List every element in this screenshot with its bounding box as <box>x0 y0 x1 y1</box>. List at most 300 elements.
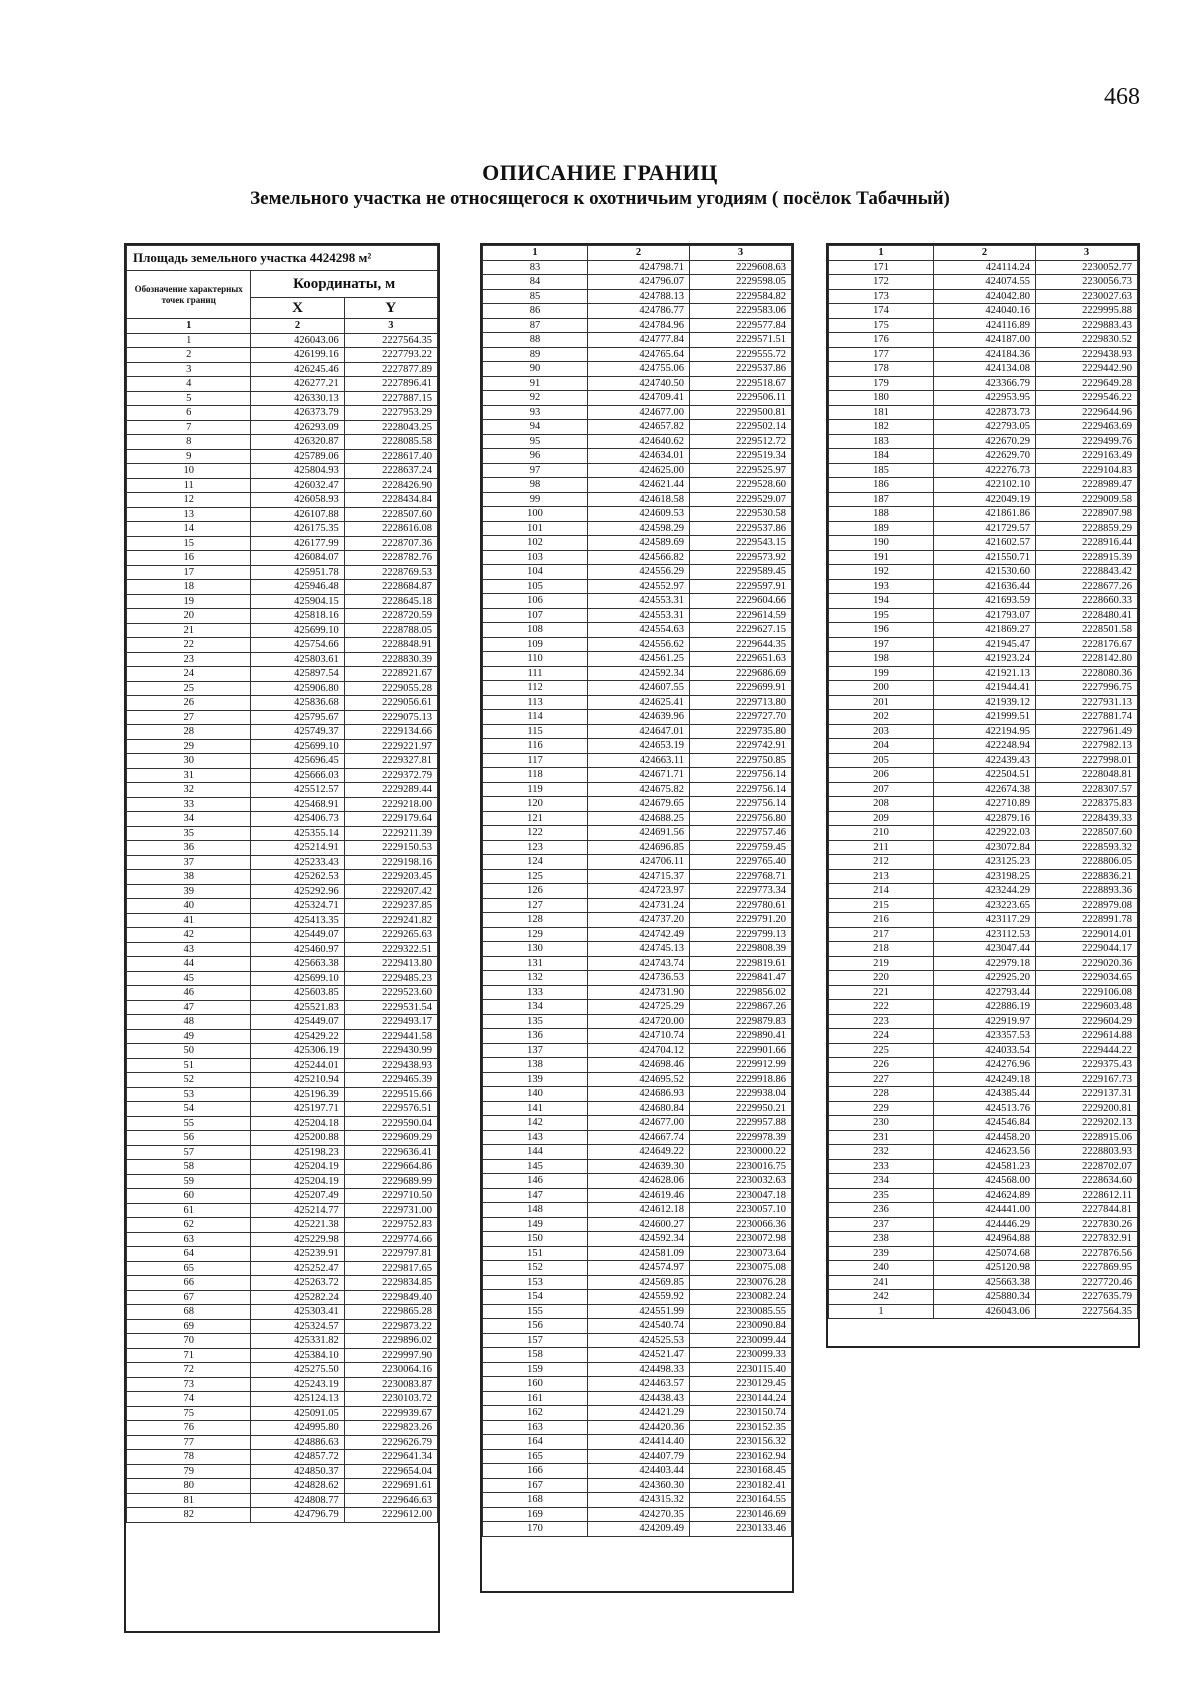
table-row <box>483 826 792 841</box>
x-coordinate: 424653.19 <box>588 739 690 754</box>
table-row <box>829 391 1138 406</box>
point-number: 114 <box>483 710 588 725</box>
table-row <box>483 652 792 667</box>
table-row <box>483 1087 792 1102</box>
y-coordinate: 2229752.83 <box>344 1218 437 1233</box>
point-number: 104 <box>483 565 588 580</box>
x-coordinate: 425449.07 <box>251 1015 344 1030</box>
y-coordinate: 2229583.06 <box>690 304 792 319</box>
x-coordinate: 426084.07 <box>251 551 344 566</box>
point-number: 234 <box>829 1174 934 1189</box>
y-coordinate: 2229179.64 <box>344 812 437 827</box>
y-coordinate: 2228893.36 <box>1036 884 1138 899</box>
table-row <box>829 753 1138 768</box>
point-number: 173 <box>829 289 934 304</box>
y-coordinate: 2230032.63 <box>690 1174 792 1189</box>
point-number: 192 <box>829 565 934 580</box>
table-row <box>127 493 438 508</box>
point-number: 3 <box>127 362 251 377</box>
table-row <box>829 1232 1138 1247</box>
x-coordinate: 425262.53 <box>251 870 344 885</box>
point-number: 1 <box>127 333 251 348</box>
column-number: 1 <box>829 246 934 261</box>
y-coordinate: 2229627.15 <box>690 623 792 638</box>
x-coordinate: 425120.98 <box>934 1261 1036 1276</box>
x-coordinate: 424698.46 <box>588 1058 690 1073</box>
table-row <box>483 724 792 739</box>
table-row <box>829 1043 1138 1058</box>
point-number: 227 <box>829 1072 934 1087</box>
y-coordinate: 2229604.66 <box>690 594 792 609</box>
y-coordinate: 2229823.26 <box>344 1421 437 1436</box>
x-coordinate: 424414.40 <box>588 1435 690 1450</box>
y-coordinate: 2228637.24 <box>344 464 437 479</box>
table-row <box>483 1188 792 1203</box>
table-row <box>829 1000 1138 1015</box>
x-coordinate: 424649.22 <box>588 1145 690 1160</box>
x-coordinate: 424042.80 <box>934 289 1036 304</box>
x-coordinate: 424598.29 <box>588 521 690 536</box>
point-number: 177 <box>829 347 934 362</box>
table-row <box>127 565 438 580</box>
point-number: 143 <box>483 1130 588 1145</box>
table-row <box>483 1522 792 1537</box>
coords-table <box>828 245 1138 1319</box>
x-coordinate: 425355.14 <box>251 826 344 841</box>
point-number: 36 <box>127 841 251 856</box>
point-number: 21 <box>127 623 251 638</box>
table-row <box>127 652 438 667</box>
point-number: 49 <box>127 1029 251 1044</box>
y-coordinate: 2227793.22 <box>344 348 437 363</box>
table-row <box>127 478 438 493</box>
point-number: 237 <box>829 1217 934 1232</box>
table-row <box>829 724 1138 739</box>
y-coordinate: 2229241.82 <box>344 913 437 928</box>
y-coordinate: 2228480.41 <box>1036 608 1138 623</box>
x-coordinate: 424040.16 <box>934 304 1036 319</box>
y-coordinate: 2228434.84 <box>344 493 437 508</box>
point-number: 17 <box>127 565 251 580</box>
y-coordinate: 2229237.85 <box>344 899 437 914</box>
y-coordinate: 2228979.08 <box>1036 898 1138 913</box>
point-number: 90 <box>483 362 588 377</box>
table-row <box>829 884 1138 899</box>
table-row <box>127 1464 438 1479</box>
y-coordinate: 2229731.00 <box>344 1203 437 1218</box>
x-coordinate: 426107.88 <box>251 507 344 522</box>
point-number: 194 <box>829 594 934 609</box>
x-coordinate: 424647.01 <box>588 724 690 739</box>
table-row <box>127 464 438 479</box>
y-coordinate: 2227996.75 <box>1036 681 1138 696</box>
table-row <box>127 710 438 725</box>
point-number: 52 <box>127 1073 251 1088</box>
y-coordinate: 2229221.97 <box>344 739 437 754</box>
y-coordinate: 2228916.44 <box>1036 536 1138 551</box>
y-coordinate: 2229555.72 <box>690 347 792 362</box>
x-coordinate: 425384.10 <box>251 1348 344 1363</box>
x-coordinate: 421550.71 <box>934 550 1036 565</box>
point-number: 6 <box>127 406 251 421</box>
point-number: 72 <box>127 1363 251 1378</box>
y-coordinate: 2228859.29 <box>1036 521 1138 536</box>
y-coordinate: 2229644.35 <box>690 637 792 652</box>
point-number: 54 <box>127 1102 251 1117</box>
x-coordinate: 423198.25 <box>934 869 1036 884</box>
y-coordinate: 2230052.77 <box>1036 260 1138 275</box>
y-coordinate: 2230103.72 <box>344 1392 437 1407</box>
y-coordinate: 2229465.39 <box>344 1073 437 1088</box>
point-number: 149 <box>483 1217 588 1232</box>
y-coordinate: 2229577.84 <box>690 318 792 333</box>
x-coordinate: 424709.41 <box>588 391 690 406</box>
x-coordinate: 425836.68 <box>251 696 344 711</box>
x-coordinate: 425906.80 <box>251 681 344 696</box>
point-number: 65 <box>127 1261 251 1276</box>
table-row <box>127 1348 438 1363</box>
y-coordinate: 2230099.33 <box>690 1348 792 1363</box>
y-coordinate: 2229664.86 <box>344 1160 437 1175</box>
table-row <box>127 797 438 812</box>
x-coordinate: 421944.41 <box>934 681 1036 696</box>
y-coordinate: 2227720.46 <box>1036 1275 1138 1290</box>
point-number: 181 <box>829 405 934 420</box>
y-coordinate: 2229699.91 <box>690 681 792 696</box>
table-row <box>127 1015 438 1030</box>
point-number: 43 <box>127 942 251 957</box>
x-coordinate: 424731.24 <box>588 898 690 913</box>
x-coordinate: 424688.25 <box>588 811 690 826</box>
y-coordinate: 2227998.01 <box>1036 753 1138 768</box>
y-coordinate: 2229938.04 <box>690 1087 792 1102</box>
point-number: 204 <box>829 739 934 754</box>
x-coordinate: 424498.33 <box>588 1362 690 1377</box>
x-coordinate: 424209.49 <box>588 1522 690 1537</box>
table-row <box>829 550 1138 565</box>
table-row <box>127 913 438 928</box>
y-coordinate: 2229529.07 <box>690 492 792 507</box>
y-coordinate: 2229765.40 <box>690 855 792 870</box>
table-row <box>127 551 438 566</box>
point-number: 139 <box>483 1072 588 1087</box>
x-coordinate: 424403.44 <box>588 1464 690 1479</box>
point-number: 4 <box>127 377 251 392</box>
table-row <box>829 1261 1138 1276</box>
y-coordinate: 2230073.64 <box>690 1246 792 1261</box>
table-row <box>127 594 438 609</box>
x-coordinate: 424618.58 <box>588 492 690 507</box>
column-number: 2 <box>251 319 344 334</box>
column-number: 2 <box>588 246 690 261</box>
x-coordinate: 421636.44 <box>934 579 1036 594</box>
x-coordinate: 423072.84 <box>934 840 1036 855</box>
point-number: 196 <box>829 623 934 638</box>
y-coordinate: 2229576.51 <box>344 1102 437 1117</box>
x-coordinate: 425754.66 <box>251 638 344 653</box>
point-number: 39 <box>127 884 251 899</box>
y-coordinate: 2229710.50 <box>344 1189 437 1204</box>
y-coordinate: 2229502.14 <box>690 420 792 435</box>
y-coordinate: 2230066.36 <box>690 1217 792 1232</box>
x-coordinate: 426199.16 <box>251 348 344 363</box>
x-coordinate: 422979.18 <box>934 956 1036 971</box>
point-number: 190 <box>829 536 934 551</box>
coords-label-header: Координаты, м <box>251 271 438 298</box>
table-row <box>829 1188 1138 1203</box>
table-row <box>127 609 438 624</box>
y-coordinate: 2227877.89 <box>344 362 437 377</box>
point-number: 163 <box>483 1420 588 1435</box>
point-number: 105 <box>483 579 588 594</box>
point-number: 82 <box>127 1508 251 1523</box>
column-number-row <box>829 246 1138 261</box>
y-coordinate: 2229799.13 <box>690 927 792 942</box>
table-row <box>829 449 1138 464</box>
y-coordinate: 2229609.29 <box>344 1131 437 1146</box>
x-coordinate: 425252.47 <box>251 1261 344 1276</box>
table-row <box>483 289 792 304</box>
x-coordinate: 425074.68 <box>934 1246 1036 1261</box>
y-coordinate: 2229444.22 <box>1036 1043 1138 1058</box>
point-number: 238 <box>829 1232 934 1247</box>
table-row <box>829 1058 1138 1073</box>
y-coordinate: 2228645.18 <box>344 594 437 609</box>
point-number: 134 <box>483 1000 588 1015</box>
table-row <box>829 521 1138 536</box>
y-coordinate: 2227982.13 <box>1036 739 1138 754</box>
point-number: 242 <box>829 1290 934 1305</box>
x-coordinate: 424736.53 <box>588 971 690 986</box>
y-coordinate: 2230162.94 <box>690 1449 792 1464</box>
table-row <box>483 608 792 623</box>
point-number: 174 <box>829 304 934 319</box>
y-coordinate: 2229523.60 <box>344 986 437 1001</box>
y-coordinate: 2227832.91 <box>1036 1232 1138 1247</box>
x-coordinate: 424561.25 <box>588 652 690 667</box>
point-number: 180 <box>829 391 934 406</box>
y-coordinate: 2229537.86 <box>690 521 792 536</box>
x-coordinate: 425449.07 <box>251 928 344 943</box>
point-number: 7 <box>127 420 251 435</box>
table-row <box>127 435 438 450</box>
point-number: 226 <box>829 1058 934 1073</box>
y-coordinate: 2229867.26 <box>690 1000 792 1015</box>
table-row <box>483 956 792 971</box>
x-coordinate: 425666.03 <box>251 768 344 783</box>
table-row <box>829 579 1138 594</box>
point-number: 216 <box>829 913 934 928</box>
x-coordinate: 425239.91 <box>251 1247 344 1262</box>
point-number: 176 <box>829 333 934 348</box>
x-coordinate: 425904.15 <box>251 594 344 609</box>
point-number: 27 <box>127 710 251 725</box>
point-number: 13 <box>127 507 251 522</box>
x-coordinate: 425951.78 <box>251 565 344 580</box>
y-coordinate: 2229034.65 <box>1036 971 1138 986</box>
point-number: 135 <box>483 1014 588 1029</box>
point-number: 102 <box>483 536 588 551</box>
x-coordinate: 424696.85 <box>588 840 690 855</box>
table-row <box>483 1319 792 1334</box>
point-number: 23 <box>127 652 251 667</box>
point-number: 178 <box>829 362 934 377</box>
point-number: 189 <box>829 521 934 536</box>
table-row <box>127 986 438 1001</box>
point-number: 44 <box>127 957 251 972</box>
y-coordinate: 2229056.61 <box>344 696 437 711</box>
y-coordinate: 2229104.83 <box>1036 463 1138 478</box>
x-coordinate: 424553.31 <box>588 594 690 609</box>
x-coordinate: 424385.44 <box>934 1087 1036 1102</box>
table-row <box>829 1029 1138 1044</box>
x-coordinate: 424553.31 <box>588 608 690 623</box>
x-coordinate: 425214.91 <box>251 841 344 856</box>
x-coordinate: 421945.47 <box>934 637 1036 652</box>
x-coordinate: 424566.82 <box>588 550 690 565</box>
point-number: 160 <box>483 1377 588 1392</box>
x-coordinate: 424074.55 <box>934 275 1036 290</box>
table-row <box>483 1043 792 1058</box>
table-row <box>829 971 1138 986</box>
table-row <box>127 971 438 986</box>
point-number: 88 <box>483 333 588 348</box>
point-number: 161 <box>483 1391 588 1406</box>
y-coordinate: 2229957.88 <box>690 1116 792 1131</box>
point-number: 121 <box>483 811 588 826</box>
point-number: 57 <box>127 1145 251 1160</box>
y-coordinate: 2228803.93 <box>1036 1145 1138 1160</box>
x-coordinate: 424116.89 <box>934 318 1036 333</box>
y-coordinate: 2229644.96 <box>1036 405 1138 420</box>
table-row <box>483 275 792 290</box>
point-number: 142 <box>483 1116 588 1131</box>
x-coordinate: 424360.30 <box>588 1478 690 1493</box>
point-number: 140 <box>483 1087 588 1102</box>
x-coordinate: 424964.88 <box>934 1232 1036 1247</box>
point-number: 239 <box>829 1246 934 1261</box>
x-coordinate: 424033.54 <box>934 1043 1036 1058</box>
table-row <box>483 1000 792 1015</box>
y-coordinate: 2229525.97 <box>690 463 792 478</box>
x-coordinate: 425204.19 <box>251 1174 344 1189</box>
table-row <box>829 826 1138 841</box>
x-coordinate: 424134.08 <box>934 362 1036 377</box>
table-row <box>483 695 792 710</box>
y-coordinate: 2229198.16 <box>344 855 437 870</box>
y-coordinate: 2228702.07 <box>1036 1159 1138 1174</box>
x-coordinate: 421729.57 <box>934 521 1036 536</box>
table-row <box>127 1087 438 1102</box>
y-coordinate: 2229438.93 <box>344 1058 437 1073</box>
table-row <box>127 1160 438 1175</box>
y-coordinate: 2229901.66 <box>690 1043 792 1058</box>
point-number: 37 <box>127 855 251 870</box>
x-coordinate: 424589.69 <box>588 536 690 551</box>
x-coordinate: 424184.36 <box>934 347 1036 362</box>
point-number: 74 <box>127 1392 251 1407</box>
point-number: 22 <box>127 638 251 653</box>
y-coordinate: 2229750.85 <box>690 753 792 768</box>
y-coordinate: 2229265.63 <box>344 928 437 943</box>
y-coordinate: 2229289.44 <box>344 783 437 798</box>
y-coordinate: 2229636.41 <box>344 1145 437 1160</box>
point-number: 60 <box>127 1189 251 1204</box>
table-row <box>127 1029 438 1044</box>
table-row <box>483 811 792 826</box>
point-number: 150 <box>483 1232 588 1247</box>
x-coordinate: 424407.79 <box>588 1449 690 1464</box>
area-label: Площадь земельного участка 4424298 м² <box>127 246 438 271</box>
table-row <box>829 536 1138 551</box>
x-coordinate: 425214.77 <box>251 1203 344 1218</box>
x-coordinate: 426175.35 <box>251 522 344 537</box>
table-row <box>483 1058 792 1073</box>
y-coordinate: 2229780.61 <box>690 898 792 913</box>
point-number: 165 <box>483 1449 588 1464</box>
y-coordinate: 2229020.36 <box>1036 956 1138 971</box>
point-number: 154 <box>483 1290 588 1305</box>
point-number: 231 <box>829 1130 934 1145</box>
point-number: 56 <box>127 1131 251 1146</box>
y-coordinate: 2229713.80 <box>690 695 792 710</box>
point-number: 136 <box>483 1029 588 1044</box>
x-coordinate: 424640.62 <box>588 434 690 449</box>
point-number: 152 <box>483 1261 588 1276</box>
point-number: 203 <box>829 724 934 739</box>
x-coordinate: 424612.18 <box>588 1203 690 1218</box>
table-row <box>829 1116 1138 1131</box>
point-number: 130 <box>483 942 588 957</box>
table-row <box>127 1276 438 1291</box>
y-coordinate: 2229603.48 <box>1036 1000 1138 1015</box>
y-coordinate: 2229808.39 <box>690 942 792 957</box>
x-coordinate: 425512.57 <box>251 783 344 798</box>
x-coordinate: 424710.74 <box>588 1029 690 1044</box>
x-coordinate: 424755.06 <box>588 362 690 377</box>
x-coordinate: 424540.74 <box>588 1319 690 1334</box>
x-coordinate: 425210.94 <box>251 1073 344 1088</box>
y-coordinate: 2227896.41 <box>344 377 437 392</box>
y-coordinate: 2230133.46 <box>690 1522 792 1537</box>
y-coordinate: 2228617.40 <box>344 449 437 464</box>
y-coordinate: 2228612.11 <box>1036 1188 1138 1203</box>
y-coordinate: 2228830.39 <box>344 652 437 667</box>
x-coordinate: 424663.11 <box>588 753 690 768</box>
point-number: 10 <box>127 464 251 479</box>
y-coordinate: 2228375.83 <box>1036 797 1138 812</box>
point-number: 137 <box>483 1043 588 1058</box>
x-coordinate: 424677.00 <box>588 405 690 420</box>
table-row <box>127 1058 438 1073</box>
x-coordinate: 422710.89 <box>934 797 1036 812</box>
x-coordinate: 426277.21 <box>251 377 344 392</box>
table-row <box>829 347 1138 362</box>
table-row <box>483 1116 792 1131</box>
point-number: 103 <box>483 550 588 565</box>
x-coordinate: 425324.71 <box>251 899 344 914</box>
table-row <box>483 1203 792 1218</box>
table-row <box>127 783 438 798</box>
point-number: 12 <box>127 493 251 508</box>
x-coordinate: 423223.65 <box>934 898 1036 913</box>
x-coordinate: 424725.29 <box>588 1000 690 1015</box>
y-coordinate: 2227869.95 <box>1036 1261 1138 1276</box>
table-row <box>483 304 792 319</box>
point-number: 109 <box>483 637 588 652</box>
y-coordinate: 2229044.17 <box>1036 942 1138 957</box>
point-number: 40 <box>127 899 251 914</box>
